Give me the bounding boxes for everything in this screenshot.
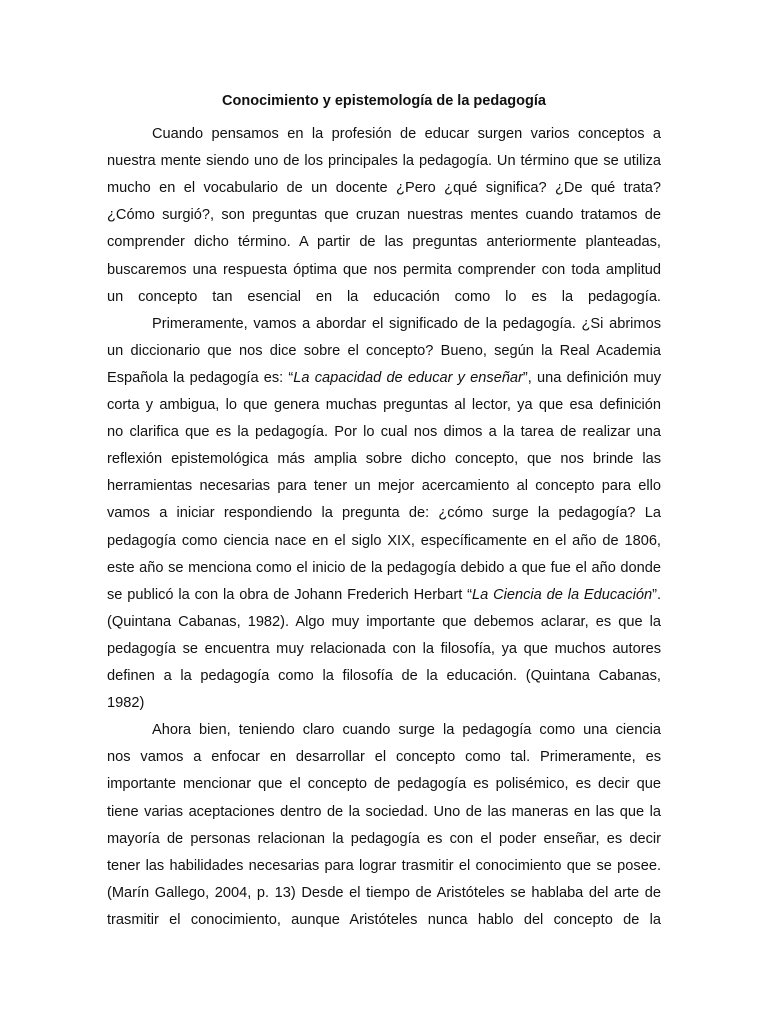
text-line: este año se menciona como el inicio de la pedagogía debido a que fue el año donde — [107, 559, 661, 576]
text-line: mayoría de personas relacionan la pedagogía es con el poder enseñar, es decir — [107, 830, 661, 847]
text-line: nuestra mente siendo uno de los principales la pedagogía. Un término que se utiliza — [107, 153, 661, 170]
text-line: herramientas necesarias para tener un mejor acercamiento al concepto para ello — [107, 478, 661, 495]
text-line: definen a la pedagogía como la filosofía de la educación. (Quintana Cabanas, — [107, 668, 661, 684]
text-line: Cuando pensamos en la profesión de educar surgen varios conceptos a — [152, 126, 661, 142]
text-line: pedagogía se encuentra muy relacionada con la filosofía, ya que muchos autores — [107, 640, 661, 657]
text-line: mucho en el vocabulario de un docente ¿Pero ¿qué significa? ¿De qué trata? — [107, 180, 661, 197]
text-segment: se publicó la con la obra de Johann Frederich Herbart “ — [107, 586, 472, 603]
text-segment: ”, una definición muy — [522, 369, 661, 386]
text-line: corta y ambigua, lo que genera muchas preguntas al lector, ya que esa definición — [107, 397, 661, 413]
text-line: vamos a iniciar respondiendo la pregunta de: ¿cómo surge la pedagogía? La — [107, 505, 661, 522]
italic-quote: La Ciencia de la Educación — [471, 586, 653, 603]
text-line: Ahora bien, teniendo claro cuando surge la pedagogía como una ciencia — [152, 722, 661, 739]
text-line: Primeramente, vamos a abordar el significado de la pedagogía. ¿Si abrimos — [152, 315, 661, 332]
text-line: ¿Cómo surgió?, son preguntas que cruzan nuestras mentes cuando tratamos de — [107, 207, 661, 224]
text-line — [107, 585, 661, 605]
text-line: tiene varias aceptaciones dentro de la sociedad. Uno de las maneras en las que la — [107, 803, 661, 820]
text-line: un concepto tan esencial en la educación como lo es la pedagogía. — [107, 288, 661, 305]
text-line: un diccionario que nos dice sobre el concepto? Bueno, según la Real Academia — [107, 342, 661, 359]
text-line: nos vamos a enfocar en desarrollar el concepto como tal. Primeramente, es — [107, 749, 661, 766]
italic-quote: La capacidad de educar y enseñar — [293, 369, 523, 386]
text-line: comprender dicho término. A partir de las preguntas anteriormente planteadas, — [107, 234, 661, 251]
text-line: tener las habilidades necesarias para lograr trasmitir el conocimiento que se posee. — [107, 857, 661, 874]
text-line: (Quintana Cabanas, 1982). Algo muy importante que debemos aclarar, es que la — [107, 613, 661, 630]
text-line: trasmitir el conocimiento, aunque Aristóteles nunca hablo del concepto de la — [107, 911, 661, 928]
text-line: importante mencionar que el concepto de pedagogía es polisémico, es decir que — [107, 776, 661, 793]
text-line: (Marín Gallego, 2004, p. 13) Desde el tiempo de Aristóteles se hablaba del arte de — [107, 884, 661, 901]
document-title: Conocimiento y epistemología de la pedagogía — [222, 93, 546, 109]
text-line: no clarifica que es la pedagogía. Por lo cual nos dimos a la tarea de realizar una — [107, 424, 661, 441]
text-line: pedagogía como ciencia nace en el siglo XIX, específicamente en el año de 1806, — [107, 532, 661, 549]
text-line — [107, 368, 661, 388]
text-line: 1982) — [107, 695, 145, 712]
text-line: buscaremos una respuesta óptima que nos permita comprender con toda amplitud — [107, 261, 661, 278]
text-segment: Española la pedagogía es: “ — [107, 369, 294, 386]
text-segment: ”. — [652, 586, 661, 603]
text-line: reflexión epistemológica más amplia sobre dicho concepto, que nos brinde las — [107, 451, 661, 468]
